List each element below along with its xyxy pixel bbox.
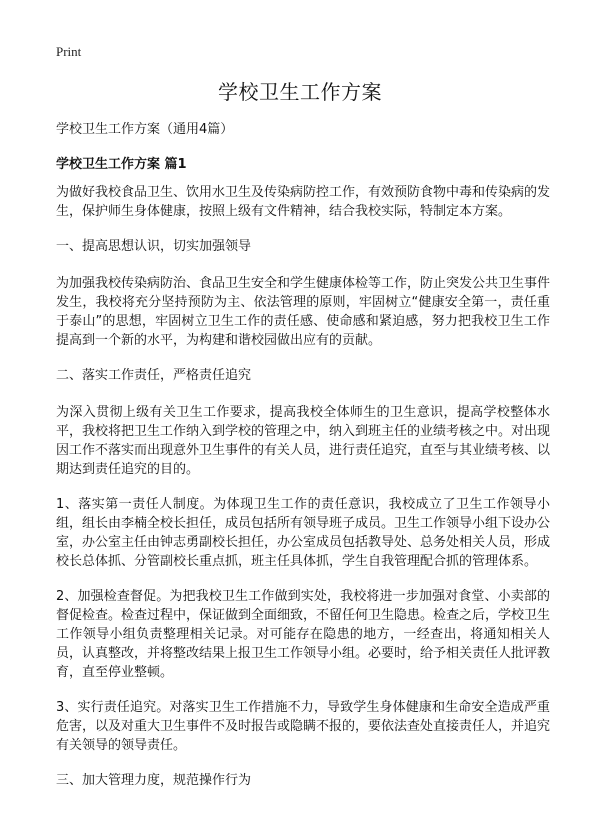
section-2-paragraph: 为深入贯彻上级有关卫生工作要求，提高我校全体师生的卫生意识，提高学校整体水平，我校将把卫生工作纳入到学校的管理之中，纳入到班主任的业绩考核之中。对出现因工作不落实而出现意外卫生事件的有关人员，进行责任追究，直至与其业绩考核、以期达到责任追究的目的。 [56,405,551,477]
section-1-paragraph: 为加强我校传染病防治、食品卫生安全和学生健康体检等工作，防止突发公共卫生事件发生，我校将充分坚持预防为主、依法管理的原则，牢固树立“健康安全第一，责任重于泰山”的思想，牢固树立卫生工作的责任感、使命感和紧迫感，努力把我校卫生工作提高到一个新的水平，为构建和谐校园做出应有的贡献。 [56,276,551,348]
document-subtitle: 学校卫生工作方案（通用4篇） [56,122,234,137]
section-heading-3: 三、加大管理力度，规范操作行为 [56,773,252,788]
item-2-paragraph: 2、加强检查督促。为把我校卫生工作做到实处，我校将进一步加强对食堂、小卖部的督促检查。检查过程中，保证做到全面细致，不留任何卫生隐患。检查之后，学校卫生工作领导小组负责整理相关记录。对可能存在隐患的地方，一经查出，将通知相关人员，认真整改，并将整改结果上报卫生工作领导小组。必要时，给予相关责任人批评教育，直至停业整顿。 [56,589,551,680]
page-title: 学校卫生工作方案 [218,80,382,104]
print-link[interactable]: Print [56,44,82,59]
section-heading-1: 一、提高思想认识，切实加强领导 [56,239,252,254]
part-heading: 学校卫生工作方案 篇1 [56,157,187,172]
item-3-paragraph: 3、实行责任追究。对落实卫生工作措施不力，导致学生身体健康和生命安全造成严重危害，以及对重大卫生事件不及时报告或隐瞒不报的，要依法查处直接责任人，并追究有关领导的领导责任。 [56,700,551,753]
intro-paragraph: 为做好我校食品卫生、饮用水卫生及传染病防控工作，有效预防食物中毒和传染病的发生，保护师生身体健康，按照上级有文件精神，结合我校实际，特制定本方案。 [56,185,551,219]
section-heading-2: 二、落实工作责任，严格责任追究 [56,368,252,383]
document-body [56,120,550,808]
item-1-paragraph: 1、落实第一责任人制度。为体现卫生工作的责任意识，我校成立了卫生工作领导小组，组长由李楠全校长担任，成员包括所有领导班子成员。卫生工作领导小组下设办公室，办公室主任由钟志勇副校长担任，办公室成员包括教导处、总务处相关人员，形成校长总体抓、分管副校长重点抓，班主任具体抓，学生自我管理配合抓的管理体系。 [56,497,551,569]
